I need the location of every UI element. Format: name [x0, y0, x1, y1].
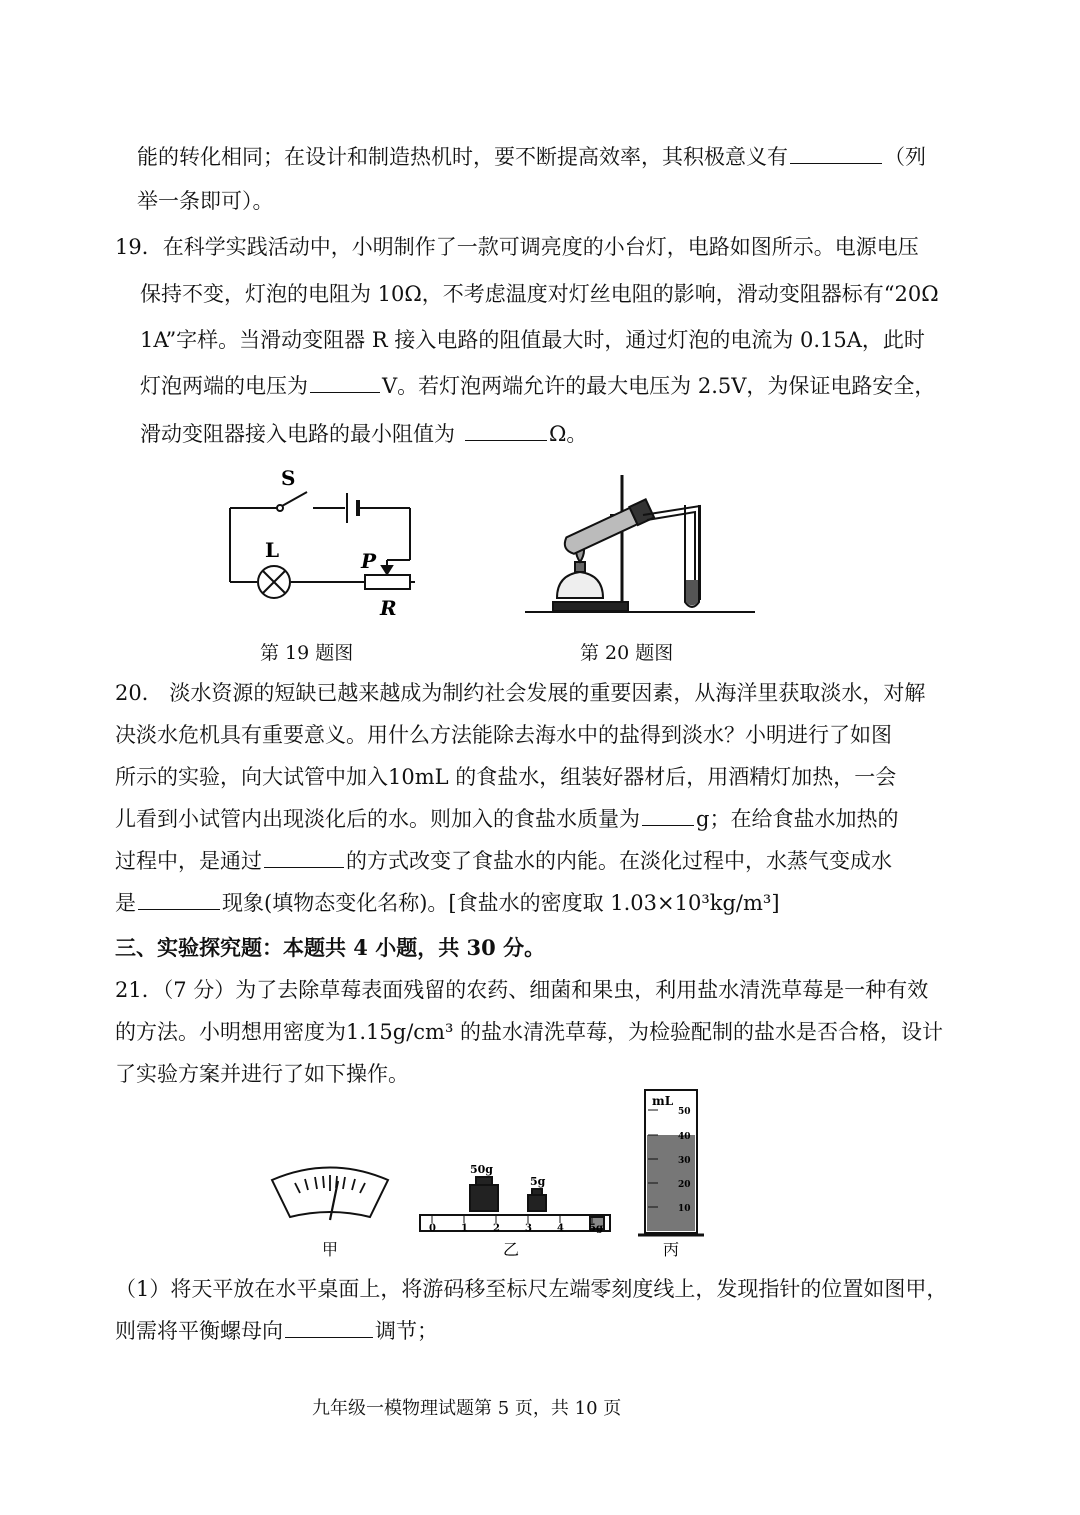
q20-text-end: 的方式改变了食盐水的内能。在淡化过程中，水蒸气变成水 — [346, 849, 892, 873]
q20-text-end: g；在给食盐水加热的 — [696, 807, 899, 831]
q19-voltage-blank[interactable] — [310, 372, 380, 393]
cylinder-tick-label: 30 — [678, 1156, 691, 1166]
q21-text: 则需将平衡螺母向 — [115, 1319, 283, 1343]
caption-jia: 甲 — [322, 1240, 339, 1259]
page-footer: 九年级一模物理试题第 5 页，共 10 页 — [312, 1398, 622, 1419]
section3-title: 三、实验探究题：本题共 4 小题，共 30 分。 — [115, 935, 546, 960]
q19-text: 滑动变阻器接入电路的最小阻值为 — [140, 422, 455, 446]
pointer-scale — [272, 1168, 388, 1221]
q21-line2: 的方法。小明想用密度为1.15g/cm³ 的盐水清洗草莓，为检验配制的盐水是否合格，设计 — [115, 1020, 944, 1044]
caption-yi: 乙 — [503, 1240, 520, 1259]
cylinder-tick-label: 50 — [678, 1107, 691, 1117]
lamp-label: L — [265, 538, 280, 562]
q20-line2: 决淡水危机具有重要意义。用什么方法能除去海水中的盐得到淡水？小明进行了如图 — [115, 723, 892, 747]
q20-line3: 所示的实验，向大试管中加入10mL 的食盐水，组装好器材后，用酒精灯加热，一会 — [115, 765, 897, 789]
weight-50g-label: 50g — [470, 1163, 493, 1176]
fig19-caption: 第 19 题图 — [260, 642, 354, 664]
q19-line4 — [140, 372, 935, 400]
fig20-caption: 第 20 题图 — [580, 642, 674, 664]
q19-line3: 1A”字样。当滑动变阻器 R 接入电路的阻值最大时，通过灯泡的电流为 0.15A，此时 — [140, 328, 925, 352]
q21-text-end: 调节； — [375, 1319, 438, 1343]
q20-line6 — [115, 889, 780, 917]
q19-text: 灯泡两端的电压为 — [140, 374, 308, 398]
q21-sub1-line1: （1）将天平放在水平桌面上，将游码移至标尺左端零刻度线上，发现指针的位置如图甲， — [115, 1277, 948, 1301]
ruler-tick-label: 4 — [557, 1223, 564, 1234]
q20-text-end: 现象(填物态变化名称)。[食盐水的密度取 1.03×10³kg/m³] — [222, 891, 780, 915]
q20-text: 过程中，是通过 — [115, 849, 262, 873]
cylinder-unit: mL — [652, 1094, 674, 1108]
ruler-tick-label: 5g — [589, 1223, 603, 1234]
cylinder-tick-label: 20 — [678, 1180, 691, 1190]
q20-line5 — [115, 847, 892, 875]
q18-text-end: （列 — [884, 145, 926, 169]
q20-method-blank[interactable] — [264, 847, 344, 868]
q18-line2: 举一条即可）。 — [137, 189, 274, 213]
cylinder-tick-label: 10 — [678, 1204, 691, 1214]
q19-line5 — [140, 420, 587, 448]
switch-label: S — [281, 466, 296, 490]
q21-line1: 21．（7 分）为了去除草莓表面残留的农药、细菌和果虫，利用盐水清洗草莓是一种有效 — [115, 978, 929, 1002]
ruler-tick-label: 1 — [461, 1223, 468, 1234]
q21-direction-blank[interactable] — [285, 1317, 373, 1338]
q20-phase-blank[interactable] — [138, 889, 220, 910]
ruler-tick-label: 3 — [525, 1223, 532, 1234]
weight-5g-label: 5g — [530, 1175, 546, 1188]
q18-line1 — [137, 143, 926, 171]
q20-mass-blank[interactable] — [642, 805, 694, 826]
q19-line1: 19．在科学实践活动中，小明制作了一款可调亮度的小台灯，电路如图所示。电源电压 — [115, 235, 919, 259]
balance-figure — [260, 1085, 720, 1260]
q20-text: 是 — [115, 891, 136, 915]
rheostat-label: R — [380, 596, 397, 620]
slider-label: P — [361, 549, 377, 573]
q18-blank[interactable] — [790, 143, 882, 164]
caption-bing: 丙 — [663, 1240, 680, 1259]
q19-text-end: Ω。 — [549, 422, 588, 446]
q21-sub1-line2 — [115, 1317, 438, 1345]
ruler-tick-label: 0 — [429, 1223, 436, 1234]
cylinder-tick-label: 40 — [678, 1132, 691, 1142]
q19-line2: 保持不变，灯泡的电阻为 10Ω，不考虑温度对灯丝电阻的影响，滑动变阻器标有“20Ω — [140, 282, 939, 306]
q20-line4 — [115, 805, 898, 833]
circuit-diagram — [215, 465, 430, 625]
q19-text-end: V。若灯泡两端允许的最大电压为 2.5V，为保证电路安全， — [382, 374, 936, 398]
distillation-apparatus — [525, 470, 765, 620]
q20-line1: 20． 淡水资源的短缺已越来越成为制约社会发展的重要因素，从海洋里获取淡水，对解 — [115, 681, 926, 705]
q19-resistance-blank[interactable] — [465, 420, 547, 441]
q20-text: 儿看到小试管内出现淡化后的水。则加入的食盐水质量为 — [115, 807, 640, 831]
ruler-tick-label: 2 — [493, 1223, 500, 1234]
q18-text: 能的转化相同；在设计和制造热机时，要不断提高效率，其积极意义有 — [137, 145, 788, 169]
q21-line3: 了实验方案并进行了如下操作。 — [115, 1062, 409, 1086]
